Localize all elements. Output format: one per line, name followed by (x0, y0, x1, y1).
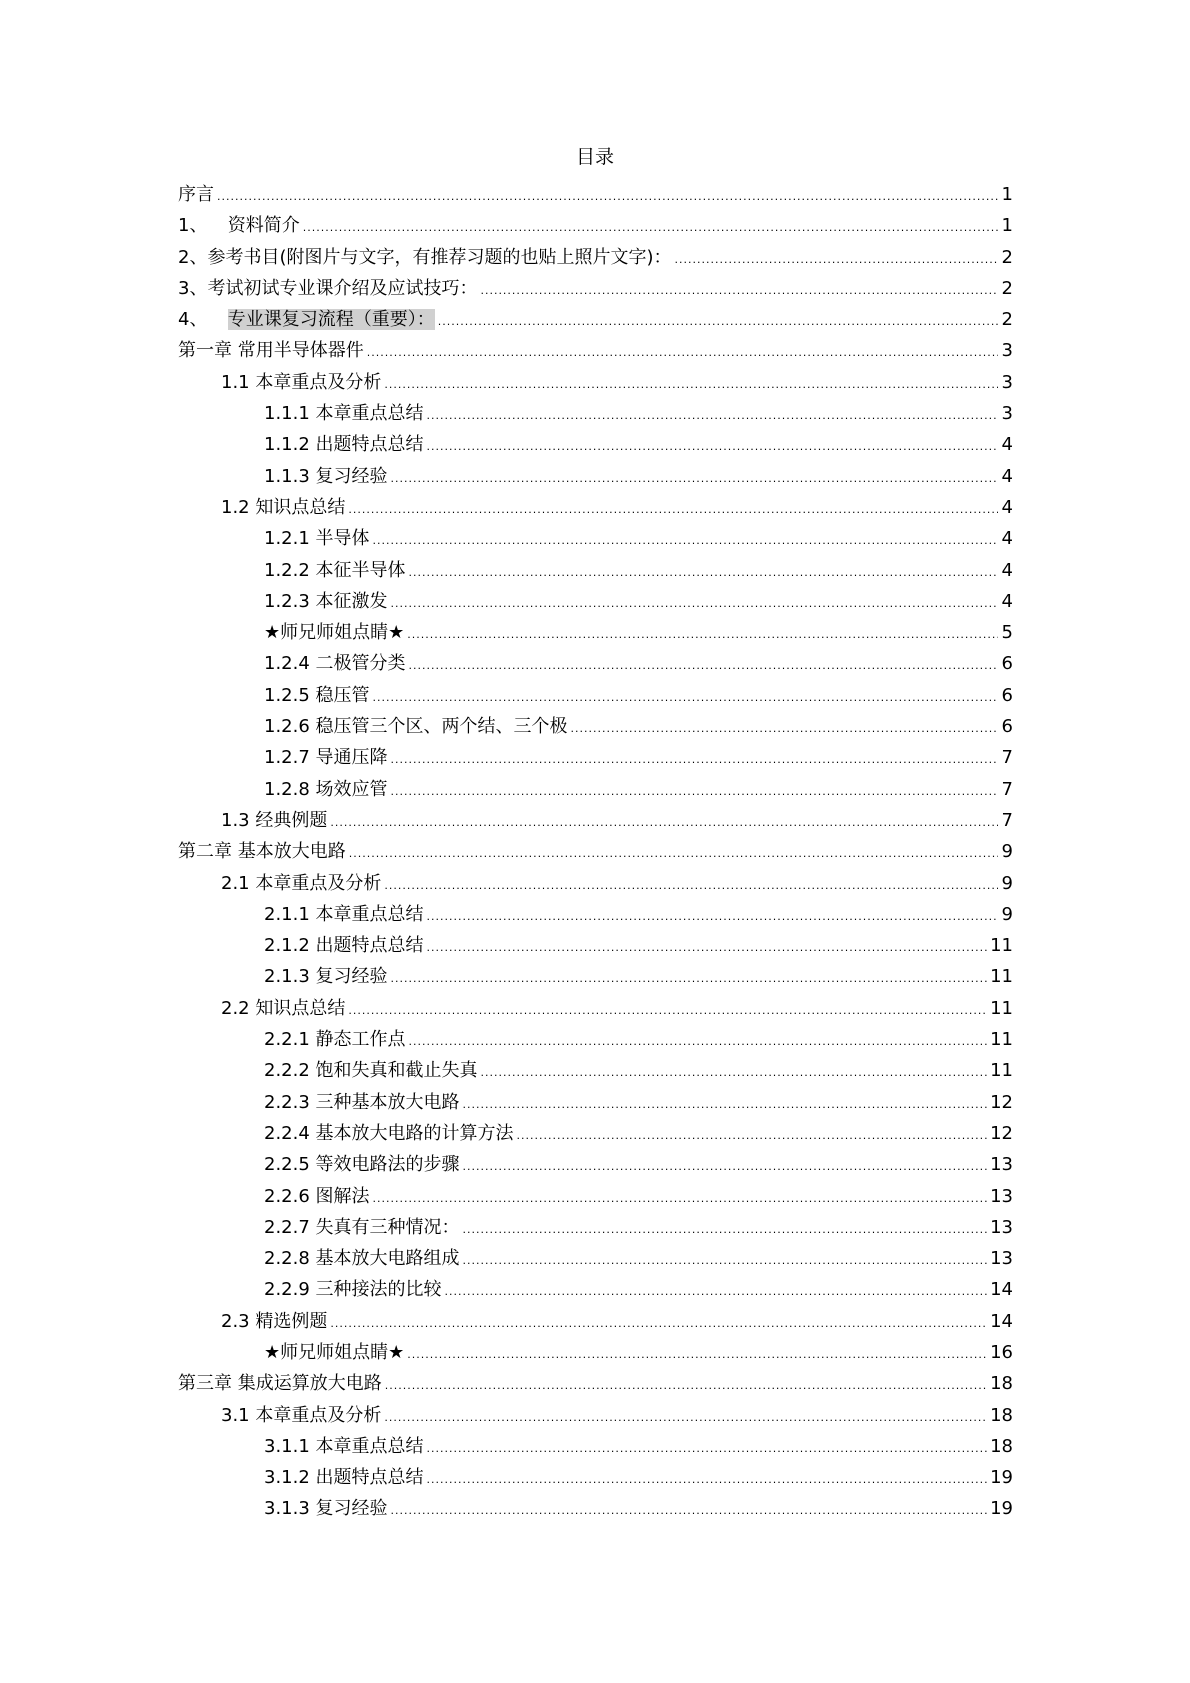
toc-page-number: 9 (1001, 841, 1013, 863)
toc-page-number: 6 (1001, 653, 1013, 675)
toc-entry[interactable] (178, 273, 1013, 304)
toc-entry-title: 3、考试初试专业课介绍及应试技巧： (178, 277, 478, 299)
toc-leader-dots (373, 525, 998, 556)
toc-entry[interactable] (178, 586, 1013, 617)
toc-entry-label (264, 648, 406, 679)
toc-leader-dots (427, 431, 998, 462)
toc-entry[interactable] (178, 398, 1013, 429)
toc-leader-dots (463, 1214, 988, 1245)
toc-entry-label (264, 555, 406, 586)
toc-entry-title: 3.1.3 复习经验 (264, 1498, 388, 1520)
toc-entry[interactable] (178, 617, 1013, 648)
toc-entry[interactable] (178, 1181, 1013, 1212)
toc-page-number: 13 (990, 1248, 1013, 1270)
toc-entry[interactable] (178, 1337, 1013, 1368)
toc-entry-title: 资料简介 (227, 215, 300, 237)
toc-entry-label (264, 899, 424, 930)
toc-entry-title: 2.2.1 静态工作点 (264, 1029, 406, 1051)
toc-page-number: 4 (1001, 496, 1013, 518)
toc-entry-title: 1.2.6 稳压管三个区、两个结、三个极 (264, 716, 568, 738)
toc-title: 目录 (575, 146, 614, 168)
toc-page-number: 11 (990, 1060, 1013, 1082)
toc-page-number: 11 (990, 1029, 1013, 1051)
toc-leader-dots (481, 1057, 988, 1088)
toc-entry-title: 1.2.5 稳压管 (264, 684, 370, 706)
toc-entry[interactable] (178, 1087, 1013, 1118)
toc-leader-dots (303, 212, 998, 243)
toc-page-number: 1 (1001, 215, 1013, 237)
toc-leader-dots (373, 1183, 988, 1214)
toc-page-number: 18 (990, 1373, 1013, 1395)
toc-entry[interactable] (178, 930, 1013, 961)
toc-entry[interactable] (178, 555, 1013, 586)
toc-page-number: 14 (990, 1310, 1013, 1332)
toc-leader-dots (367, 337, 998, 368)
toc-entry-title: 2.2.7 失真有三种情况： (264, 1216, 460, 1238)
toc-entry-title: 2.2.4 基本放大电路的计算方法 (264, 1122, 514, 1144)
toc-entry-label (264, 1493, 388, 1524)
toc-entry-title: ★师兄师姐点睛★ (264, 622, 405, 644)
toc-leader-dots (384, 369, 998, 400)
toc-entry-title: 2.2.3 三种基本放大电路 (264, 1091, 460, 1113)
toc-entry-label (264, 1337, 404, 1368)
toc-entry-title: 2.2 知识点总结 (221, 997, 346, 1019)
toc-entry[interactable] (178, 774, 1013, 805)
toc-leader-dots (384, 1402, 987, 1433)
toc-entry[interactable] (178, 993, 1013, 1024)
toc-entry-title: 1.3 经典例题 (221, 809, 328, 831)
toc-entry-label (264, 1243, 460, 1274)
toc-entry-label (221, 993, 345, 1024)
toc-page-number: 11 (990, 966, 1013, 988)
toc-entry-label (264, 1149, 460, 1180)
toc-page-number: 1 (1001, 184, 1013, 205)
toc-page-number: 3 (1001, 340, 1013, 362)
toc-entry-label (264, 1055, 478, 1086)
toc-entry-label (264, 711, 568, 742)
toc-entry-label (221, 805, 327, 836)
toc-entry-label (221, 367, 381, 398)
toc-entry-label (264, 1274, 442, 1305)
toc-page-number: 16 (990, 1341, 1013, 1363)
toc-page-number: 12 (990, 1122, 1013, 1144)
toc-entry[interactable] (178, 1493, 1013, 1524)
toc-entry-title: 1.2 知识点总结 (221, 496, 346, 518)
toc-leader-dots (427, 901, 998, 932)
toc-entry-label (178, 836, 346, 867)
toc-entry-label (264, 1431, 424, 1462)
toc-page-number: 2 (1001, 246, 1013, 268)
toc-entry[interactable] (178, 492, 1013, 523)
toc-page-number: 12 (990, 1091, 1013, 1113)
toc-entry-label (178, 210, 300, 241)
toc-entry[interactable] (178, 899, 1013, 930)
toc-entry-title: 1.2.3 本征激发 (264, 590, 388, 612)
toc-leader-dots (385, 1370, 987, 1401)
toc-entry-label (264, 523, 370, 554)
toc-entry-title: 2.1.1 本章重点总结 (264, 903, 424, 925)
toc-leader-dots (409, 1026, 988, 1057)
toc-leader-dots (463, 1089, 988, 1120)
toc-entry-title: 2.2.9 三种接法的比较 (264, 1279, 442, 1301)
toc-entry-label (264, 774, 388, 805)
toc-leader-dots (391, 1495, 988, 1526)
toc-page-number: 4 (1001, 465, 1013, 487)
toc-page-number: 7 (1001, 809, 1013, 831)
toc-page-number: 6 (1001, 684, 1013, 706)
toc-entry[interactable] (178, 429, 1013, 460)
toc-leader-dots (463, 1151, 988, 1182)
toc-page-number: 4 (1001, 528, 1013, 550)
toc-entry[interactable] (178, 242, 1013, 273)
toc-leader-dots (438, 306, 998, 337)
toc-leader-dots (480, 275, 998, 306)
toc-entry[interactable] (178, 742, 1013, 773)
toc-entry-title: 2、参考书目(附图片与文字，有推荐习题的也贴上照片文字)： (178, 246, 672, 268)
toc-entry-title: 2.2.6 图解法 (264, 1185, 370, 1207)
toc-entry-label (264, 398, 424, 429)
toc-entry[interactable] (178, 961, 1013, 992)
toc-page-number: 18 (990, 1404, 1013, 1426)
toc-leader-dots (407, 1339, 987, 1370)
toc-entry[interactable] (178, 805, 1013, 836)
toc-entry-label (221, 1400, 381, 1431)
toc-leader-dots (675, 244, 999, 275)
toc-page-number: 4 (1001, 590, 1013, 612)
toc-page-number: 5 (1001, 622, 1013, 644)
toc-entry-title: 2.2.5 等效电路法的步骤 (264, 1154, 460, 1176)
toc-entry[interactable] (178, 1462, 1013, 1493)
toc-page-number: 13 (990, 1185, 1013, 1207)
toc-entry[interactable] (178, 1306, 1013, 1337)
toc-entry-title: 1.2.4 二极管分类 (264, 653, 406, 675)
toc-entry-label (264, 930, 424, 961)
toc-leader-dots (409, 557, 998, 588)
toc-entry-title: 1.2.2 本征半导体 (264, 559, 406, 581)
toc-leader-dots (391, 588, 998, 619)
toc-leader-dots (391, 463, 998, 494)
toc-page-number: 14 (990, 1279, 1013, 1301)
toc-leader-dots (409, 650, 998, 681)
toc-leader-dots (445, 1276, 988, 1307)
toc-entry-title: 2.3 精选例题 (221, 1310, 328, 1332)
toc-leader-dots (373, 682, 998, 713)
toc-entry[interactable] (178, 836, 1013, 867)
toc-entry-title: 2.2.8 基本放大电路组成 (264, 1248, 460, 1270)
toc-entry-label (264, 429, 424, 460)
toc-leader-dots (348, 494, 998, 525)
toc-entry[interactable] (178, 1431, 1013, 1462)
toc-entry-label (178, 1368, 382, 1399)
toc-entry-label (264, 1212, 460, 1243)
toc-entry-label (264, 1181, 370, 1212)
toc-entry-title: 1.1.3 复习经验 (264, 465, 388, 487)
toc-entry-number: 1、 (178, 215, 208, 237)
toc-page-number: 13 (990, 1216, 1013, 1238)
toc-entry-title: 1.2.7 导通压降 (264, 747, 388, 769)
toc-page-number: 9 (1001, 903, 1013, 925)
toc-page-number: 18 (990, 1435, 1013, 1457)
toc-entry[interactable] (178, 1055, 1013, 1086)
toc-entry[interactable] (178, 1274, 1013, 1305)
toc-page-number: 4 (1001, 559, 1013, 581)
toc-entry[interactable] (178, 1212, 1013, 1243)
toc-page-number: 4 (1001, 434, 1013, 456)
toc-entry-label (221, 868, 381, 899)
toc-leader-dots (330, 807, 998, 838)
toc-page-number: 7 (1001, 747, 1013, 769)
toc-entry-title: 3.1.1 本章重点总结 (264, 1435, 424, 1457)
toc-entry[interactable] (178, 680, 1013, 711)
toc-leader-dots (217, 181, 998, 212)
toc-page-number: 11 (990, 997, 1013, 1019)
toc-leader-dots (407, 619, 998, 650)
toc-leader-dots (391, 744, 998, 775)
toc-entry[interactable] (178, 367, 1013, 398)
toc-leader-dots (517, 1120, 988, 1151)
toc-entry-label (178, 304, 435, 335)
toc-entry-label (178, 273, 477, 304)
toc-entry[interactable] (178, 648, 1013, 679)
toc-page-number: 19 (990, 1498, 1013, 1520)
toc-entry-label (264, 1118, 514, 1149)
toc-entry-label (264, 1087, 460, 1118)
toc-entry-title: 第一章 常用半导体器件 (178, 340, 364, 362)
toc-entry-title: 序言 (178, 184, 214, 205)
toc-leader-dots (330, 1308, 987, 1339)
toc-entry[interactable] (178, 523, 1013, 554)
toc-entry[interactable] (178, 335, 1013, 366)
toc-entry-title: 1.2.1 半导体 (264, 528, 370, 550)
toc-entry[interactable] (178, 1118, 1013, 1149)
toc-leader-dots (427, 1433, 988, 1464)
toc-entry-label (264, 461, 388, 492)
toc-entry-label (264, 586, 388, 617)
toc-entry-title: 1.1.2 出题特点总结 (264, 434, 424, 456)
toc-page-number: 2 (1001, 309, 1013, 331)
toc-page-number: 6 (1001, 716, 1013, 738)
toc-entry-label (178, 179, 214, 210)
toc-entry-label (264, 1462, 424, 1493)
toc-page-number: 9 (1001, 872, 1013, 894)
toc-entry-title: 2.1.2 出题特点总结 (264, 935, 424, 957)
toc-entry-title: 专业课复习流程（重要）： (227, 309, 435, 331)
toc-leader-dots (463, 1245, 988, 1276)
toc-page-number: 19 (990, 1467, 1013, 1489)
toc-entry[interactable] (178, 461, 1013, 492)
toc-entry[interactable] (178, 1149, 1013, 1180)
toc-page-number: 2 (1001, 277, 1013, 299)
toc-entry-label (221, 492, 345, 523)
toc-entry[interactable] (178, 179, 1013, 210)
toc-leader-dots (427, 1464, 988, 1495)
toc-entry-title: 2.2.2 饱和失真和截止失真 (264, 1060, 478, 1082)
toc-entry-number: 4、 (178, 309, 208, 331)
toc-leader-dots (571, 713, 998, 744)
toc-leader-dots (348, 995, 987, 1026)
toc-entry-title: 3.1 本章重点及分析 (221, 1404, 382, 1426)
toc-entry-label (178, 335, 364, 366)
toc-entry[interactable] (178, 1024, 1013, 1055)
toc-entry-label (221, 1306, 327, 1337)
toc-leader-dots (427, 400, 998, 431)
toc-entry-label (264, 1024, 406, 1055)
toc-entry[interactable] (178, 868, 1013, 899)
toc-entry-title: 3.1.2 出题特点总结 (264, 1467, 424, 1489)
toc-entry-label (264, 961, 388, 992)
toc-leader-dots (384, 870, 998, 901)
toc-entry[interactable] (178, 1243, 1013, 1274)
toc-entry[interactable] (178, 1400, 1013, 1431)
toc-entry-title: 1.1.1 本章重点总结 (264, 403, 424, 425)
toc-entry-title: 2.1 本章重点及分析 (221, 872, 382, 894)
toc-page-number: 11 (990, 935, 1013, 957)
toc-entry-title: 1.2.8 场效应管 (264, 778, 388, 800)
toc-entry-title: ★师兄师姐点睛★ (264, 1341, 405, 1363)
toc-entry[interactable] (178, 304, 1013, 335)
toc-entry-label (264, 680, 370, 711)
toc-page-number: 13 (990, 1154, 1013, 1176)
toc-entry[interactable] (178, 210, 1013, 241)
toc-page-number: 7 (1001, 778, 1013, 800)
table-of-contents (178, 179, 1013, 1525)
toc-entry[interactable] (178, 711, 1013, 742)
toc-entry-title: 1.1 本章重点及分析 (221, 371, 382, 393)
toc-entry-label (178, 242, 672, 273)
toc-page-number: 3 (1001, 403, 1013, 425)
toc-entry-title: 第三章 集成运算放大电路 (178, 1373, 382, 1395)
toc-leader-dots (427, 932, 988, 963)
toc-entry-label (264, 617, 404, 648)
toc-leader-dots (391, 776, 998, 807)
toc-page-number: 3 (1001, 371, 1013, 393)
toc-entry-title: 第二章 基本放大电路 (178, 841, 346, 863)
toc-entry-title: 2.1.3 复习经验 (264, 966, 388, 988)
toc-leader-dots (391, 963, 988, 994)
toc-entry-label (264, 742, 388, 773)
toc-entry[interactable] (178, 1368, 1013, 1399)
toc-leader-dots (349, 838, 998, 869)
